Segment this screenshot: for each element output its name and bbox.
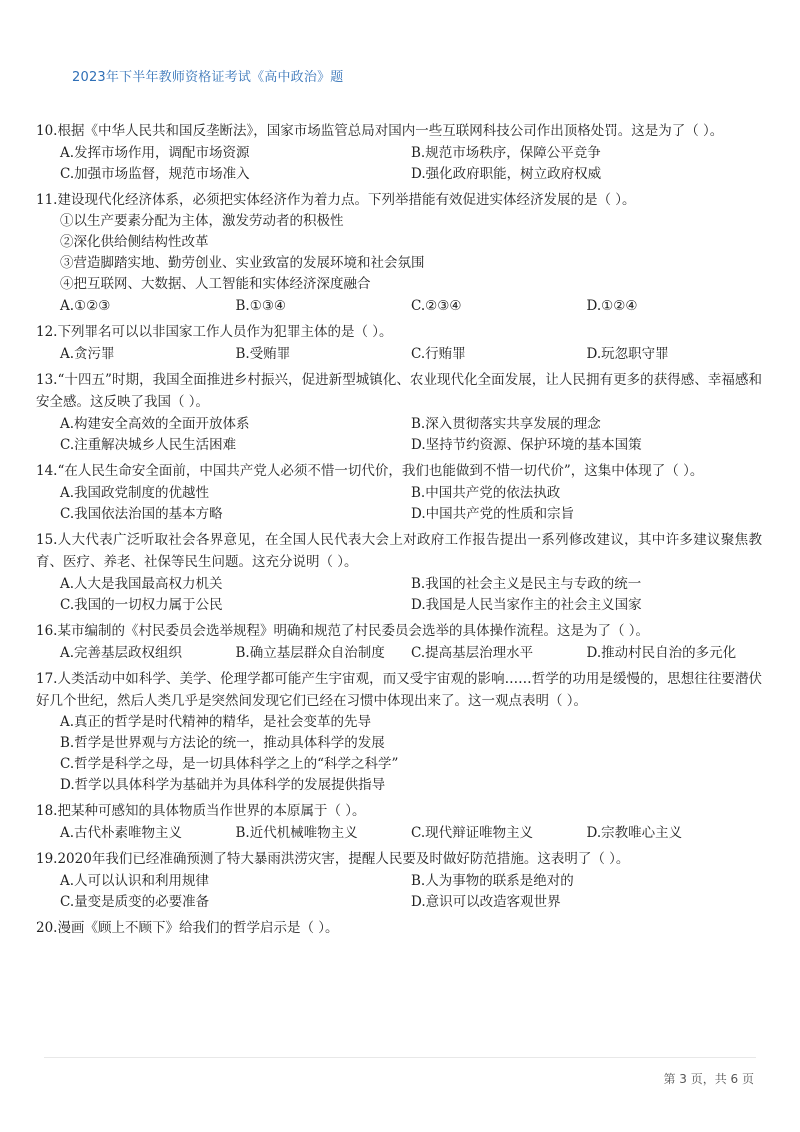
statement-list: [36, 211, 762, 295]
option-b: B.深入贯彻落实共享发展的理念: [411, 416, 601, 432]
statement-item: ①以生产要素分配为主体，激发劳动者的积极性: [60, 213, 344, 229]
option-c: C.②③④: [411, 298, 462, 314]
question-18: [36, 800, 762, 844]
option-c: C.注重解决城乡人民生活困难: [60, 437, 237, 453]
question-list: [36, 120, 762, 943]
option-a: A.完善基层政权组织: [60, 645, 183, 661]
option-b: B.受贿罪: [235, 346, 291, 362]
option-b: B.规范市场秩序，保障公平竞争: [411, 145, 601, 161]
footer-divider: [44, 1057, 756, 1058]
option-a: A.我国政党制度的优越性: [60, 485, 210, 501]
options: [36, 643, 762, 664]
question-13: [36, 369, 762, 456]
options: [36, 574, 762, 616]
option-c: C.提高基层治理水平: [411, 645, 534, 661]
option-a: A.①②③: [60, 298, 111, 314]
options: [36, 871, 762, 913]
option-c: C.我国依法治国的基本方略: [60, 506, 223, 522]
option-a: A.构建安全高效的全面开放体系: [60, 416, 250, 432]
options: [36, 483, 762, 525]
question-20: [36, 917, 762, 939]
options: [36, 414, 762, 456]
question-stem: 11.建设现代化经济体系，必须把实体经济作为着力点。下列举措能有效促进实体经济发展的是（ ）。: [36, 192, 636, 208]
question-stem: 18.把某种可感知的具体物质当作世界的本原属于（ ）。: [36, 803, 366, 819]
options: [36, 344, 762, 365]
option-d: D.我国是人民当家作主的社会主义国家: [411, 597, 642, 613]
option-a: A.人大是我国最高权力机关: [60, 576, 223, 592]
option-c: C.行贿罪: [411, 346, 466, 362]
question-11: [36, 189, 762, 317]
option-c: C.量变是质变的必要准备: [60, 894, 210, 910]
question-stem: 14.“在人民生命安全面前，中国共产党人必须不惜一切代价，我们也能做到不惜一切代价”，这集中体现了（ ）。: [36, 463, 704, 479]
option-d: D.宗教唯心主义: [586, 825, 683, 841]
question-stem: 13.“十四五”时期，我国全面推进乡村振兴，促进新型城镇化、农业现代化全面发展，让人民拥有更多的获得感、幸福感和安全感。这反映了我国（ ）。: [36, 372, 762, 410]
option-a: A.发挥市场作用，调配市场资源: [60, 145, 250, 161]
option-d: D.意识可以改造客观世界: [411, 894, 561, 910]
option-d: D.玩忽职守罪: [586, 346, 669, 362]
question-12: [36, 321, 762, 365]
options: [36, 296, 762, 317]
option-d: D.中国共产党的性质和宗旨: [411, 506, 575, 522]
option-b: B.人为事物的联系是绝对的: [411, 873, 574, 889]
question-stem: 20.漫画《顾上不顾下》给我们的哲学启示是（ ）。: [36, 920, 339, 936]
option-b: B.中国共产党的依法执政: [411, 485, 561, 501]
option-d: D.①②④: [586, 298, 638, 314]
question-stem: 15.人大代表广泛听取社会各界意见，在全国人民代表大会上对政府工作报告提出一系列修改建议，其中许多建议聚焦教育、医疗、养老、社保等民生问题。这充分说明（ ）。: [36, 532, 762, 570]
statement-item: ③营造脚踏实地、勤劳创业、实业致富的发展环境和社会氛围: [60, 255, 425, 271]
option-d: D.强化政府职能，树立政府权威: [411, 166, 602, 182]
option-d: D.哲学以具体科学为基础并为具体科学的发展提供指导: [60, 777, 386, 793]
option-d: D.推动村民自治的多元化: [586, 645, 737, 661]
option-b: B.我国的社会主义是民主与专政的统一: [411, 576, 642, 592]
question-17: [36, 668, 762, 796]
question-16: [36, 620, 762, 664]
question-10: [36, 120, 762, 185]
question-stem: 17.人类活动中如科学、美学、伦理学都可能产生宇宙观，而又受宇宙观的影响……哲学的功用是缓慢的，思想往往要潜伏好几个世纪，然后人类几乎是突然间发现它们已经在习惯中体现出来了。这一观点表明（ ）。: [36, 671, 762, 709]
header-title: 2023年下半年教师资格证考试《高中政治》题: [72, 70, 344, 85]
question-15: [36, 529, 762, 616]
option-a: A.贪污罪: [60, 346, 115, 362]
option-c: C.我国的一切权力属于公民: [60, 597, 223, 613]
option-b: B.确立基层群众自治制度: [235, 645, 385, 661]
question-14: [36, 460, 762, 525]
question-stem: 16.某市编制的《村民委员会选举规程》明确和规范了村民委员会选举的具体操作流程。这是为了（ ）。: [36, 623, 650, 639]
option-b: B.①③④: [235, 298, 287, 314]
options: [36, 823, 762, 844]
option-c: C.加强市场监督，规范市场准入: [60, 166, 250, 182]
option-c: C.现代辩证唯物主义: [411, 825, 534, 841]
options: [36, 143, 762, 185]
statement-item: ②深化供给侧结构性改革: [60, 234, 209, 250]
statement-item: ④把互联网、大数据、人工智能和实体经济深度融合: [60, 276, 371, 292]
option-c: C.哲学是科学之母，是一切具体科学之上的“科学之科学”: [60, 756, 399, 772]
option-a: A.真正的哲学是时代精神的精华，是社会变革的先导: [60, 714, 372, 730]
question-stem: 19.2020年我们已经准确预测了特大暴雨洪涝灾害，提醒人民要及时做好防范措施。这表明了（ ）。: [36, 851, 630, 867]
options: [36, 712, 762, 796]
option-b: B.哲学是世界观与方法论的统一，推动具体科学的发展: [60, 735, 385, 751]
question-stem: 12.下列罪名可以以非国家工作人员作为犯罪主体的是（ ）。: [36, 324, 393, 340]
option-d: D.坚持节约资源、保护环境的基本国策: [411, 437, 642, 453]
option-a: A.古代朴素唯物主义: [60, 825, 183, 841]
page-number: 第 3 页，共 6 页: [663, 1072, 754, 1086]
question-stem: 10.根据《中华人民共和国反垄断法》，国家市场监管总局对国内一些互联网科技公司作出顶格处罚。这是为了（ ）。: [36, 123, 724, 139]
option-b: B.近代机械唯物主义: [235, 825, 358, 841]
question-19: [36, 848, 762, 913]
option-a: A.人可以认识和利用规律: [60, 873, 210, 889]
